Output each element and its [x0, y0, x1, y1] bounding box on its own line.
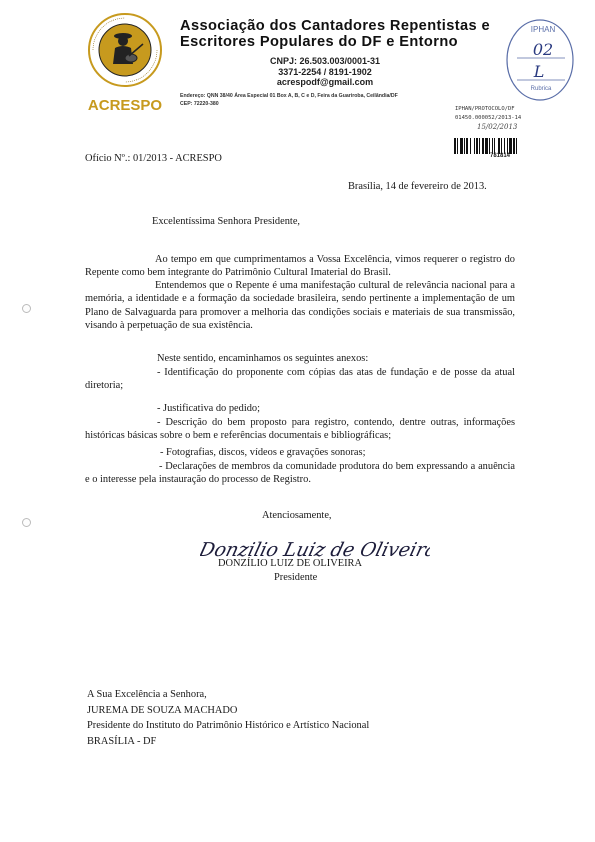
- barcode-bar: [504, 138, 505, 154]
- signer-name: DONZÍLIO LUIZ DE OLIVEIRA: [218, 558, 362, 569]
- barcode-bar: [479, 138, 480, 154]
- recipient-name: JUREMA DE SOUZA MACHADO: [87, 704, 238, 716]
- letter-reference: Ofício Nº.: 01/2013 - ACRESPO: [85, 153, 222, 164]
- barcode-bar: [474, 138, 475, 154]
- salutation: Excelentíssima Senhora Presidente,: [152, 216, 301, 227]
- barcode-bar: [513, 138, 515, 154]
- protocol-line2: 01450.000052/2013-14: [455, 115, 522, 121]
- email-text: acrespodf@gmail.com: [276, 77, 374, 87]
- barcode-bar: [485, 138, 488, 154]
- protocol-line1: IPHAN/PROTOCOLO/DF: [455, 106, 515, 112]
- cnpj-text: CNPJ: 26.503.003/0001-31: [269, 56, 381, 66]
- address-line1: Endereço: QNN 38/40 Área Especial 01 Box A, B, C e D, Feira da Guariroba, Ceilândia/DF: [180, 93, 398, 99]
- barcode-bar: [516, 138, 517, 154]
- closing: Atenciosamente,: [262, 510, 332, 521]
- stamp-initial: L: [533, 62, 545, 81]
- barcode-bar: [507, 138, 508, 154]
- barcode-bar: [489, 138, 490, 154]
- address-line2: CEP: 72220-380: [180, 101, 219, 107]
- recipient-city: BRASÍLIA - DF: [87, 735, 157, 747]
- letter-date: Brasília, 14 de fevereiro de 2013.: [348, 181, 487, 192]
- attachment-item-2: - Justificativa do pedido;: [157, 403, 261, 414]
- paragraph-2: Entendemos que o Repente é uma manifestação cultural de relevância nacional para a memória, a identidade e a formação da sociedade brasileira, sendo pertinente a implementação de um Plano de Salvaguarda para promover a melhoria das condições sociais e materiais de sua transmissão, visando à perpetuação de sua existência.: [85, 280, 515, 332]
- barcode-bar: [470, 138, 471, 154]
- acrespo-logo: [85, 12, 165, 112]
- barcode-bar: [476, 138, 478, 154]
- paragraph-3: Neste sentido, encaminhamos os seguintes anexos:: [157, 353, 369, 364]
- barcode-bar: [457, 138, 458, 154]
- stamp-sheet-number: 02: [532, 40, 554, 59]
- barcode-number: 781814: [489, 153, 511, 159]
- attachment-item-4: - Fotografias, discos, vídeos e gravações sonoras;: [160, 447, 366, 458]
- attachment-item-3: - Descrição do bem proposto para registro, contendo, dentre outras, informações históricas básicas sobre o bem e referências documentais e bibliográficas;: [85, 417, 515, 442]
- barcode-bar: [492, 138, 493, 154]
- barcode-bar: [454, 138, 456, 154]
- barcode-bar: [460, 138, 463, 154]
- punch-hole-top: [22, 304, 31, 313]
- attachment-item-5: - Declarações de membros da comunidade produtora do bem expressando a anuência e o interesse pela instauração do processo de Registro.: [85, 461, 515, 486]
- stamp-title: IPHAN: [530, 25, 556, 34]
- recipient-block: [87, 687, 369, 749]
- attachment-item-1: - Identificação do proponente com cópias das atas de fundação e de posse da atual diretoria;: [85, 367, 515, 392]
- org-name-line2: Escritores Populares do DF e Entorno: [180, 34, 458, 50]
- recipient-line1: A Sua Excelência a Senhora,: [87, 689, 207, 700]
- organization-name: [180, 18, 505, 50]
- barcode-bar: [482, 138, 484, 154]
- barcode-bar: [498, 138, 500, 154]
- barcode-bar: [494, 138, 495, 154]
- barcode-bar: [509, 138, 512, 154]
- contact-info: [235, 56, 415, 88]
- protocol-date: 15/02/2013: [477, 123, 518, 131]
- signature-text: Donzilio Luiz de Oliveira: [200, 538, 430, 561]
- org-name-line1: Associação dos Cantadores Repentistas e: [180, 18, 491, 34]
- paragraph-1: Ao tempo em que cumprimentamos a Vossa Excelência, vimos requerer o registro do Repente como bem integrante do Patrimônio Cultural Imaterial do Brasil.: [85, 254, 515, 279]
- logo-text: ACRESPO: [87, 97, 163, 112]
- punch-hole-bottom: [22, 518, 31, 527]
- barcode-bar: [501, 138, 502, 154]
- signer-role: Presidente: [274, 572, 318, 583]
- stamp-footer: Rubrica: [530, 86, 552, 92]
- barcode-bar: [466, 138, 468, 154]
- recipient-title: Presidente do Instituto do Patrimônio Histórico e Artístico Nacional: [87, 720, 370, 731]
- protocol-barcode: [452, 138, 562, 154]
- barcode-bar: [464, 138, 465, 154]
- phone-text: 3371-2254 / 8191-1902: [278, 66, 372, 77]
- protocol-block: [455, 105, 565, 132]
- iphan-stamp: [505, 18, 575, 102]
